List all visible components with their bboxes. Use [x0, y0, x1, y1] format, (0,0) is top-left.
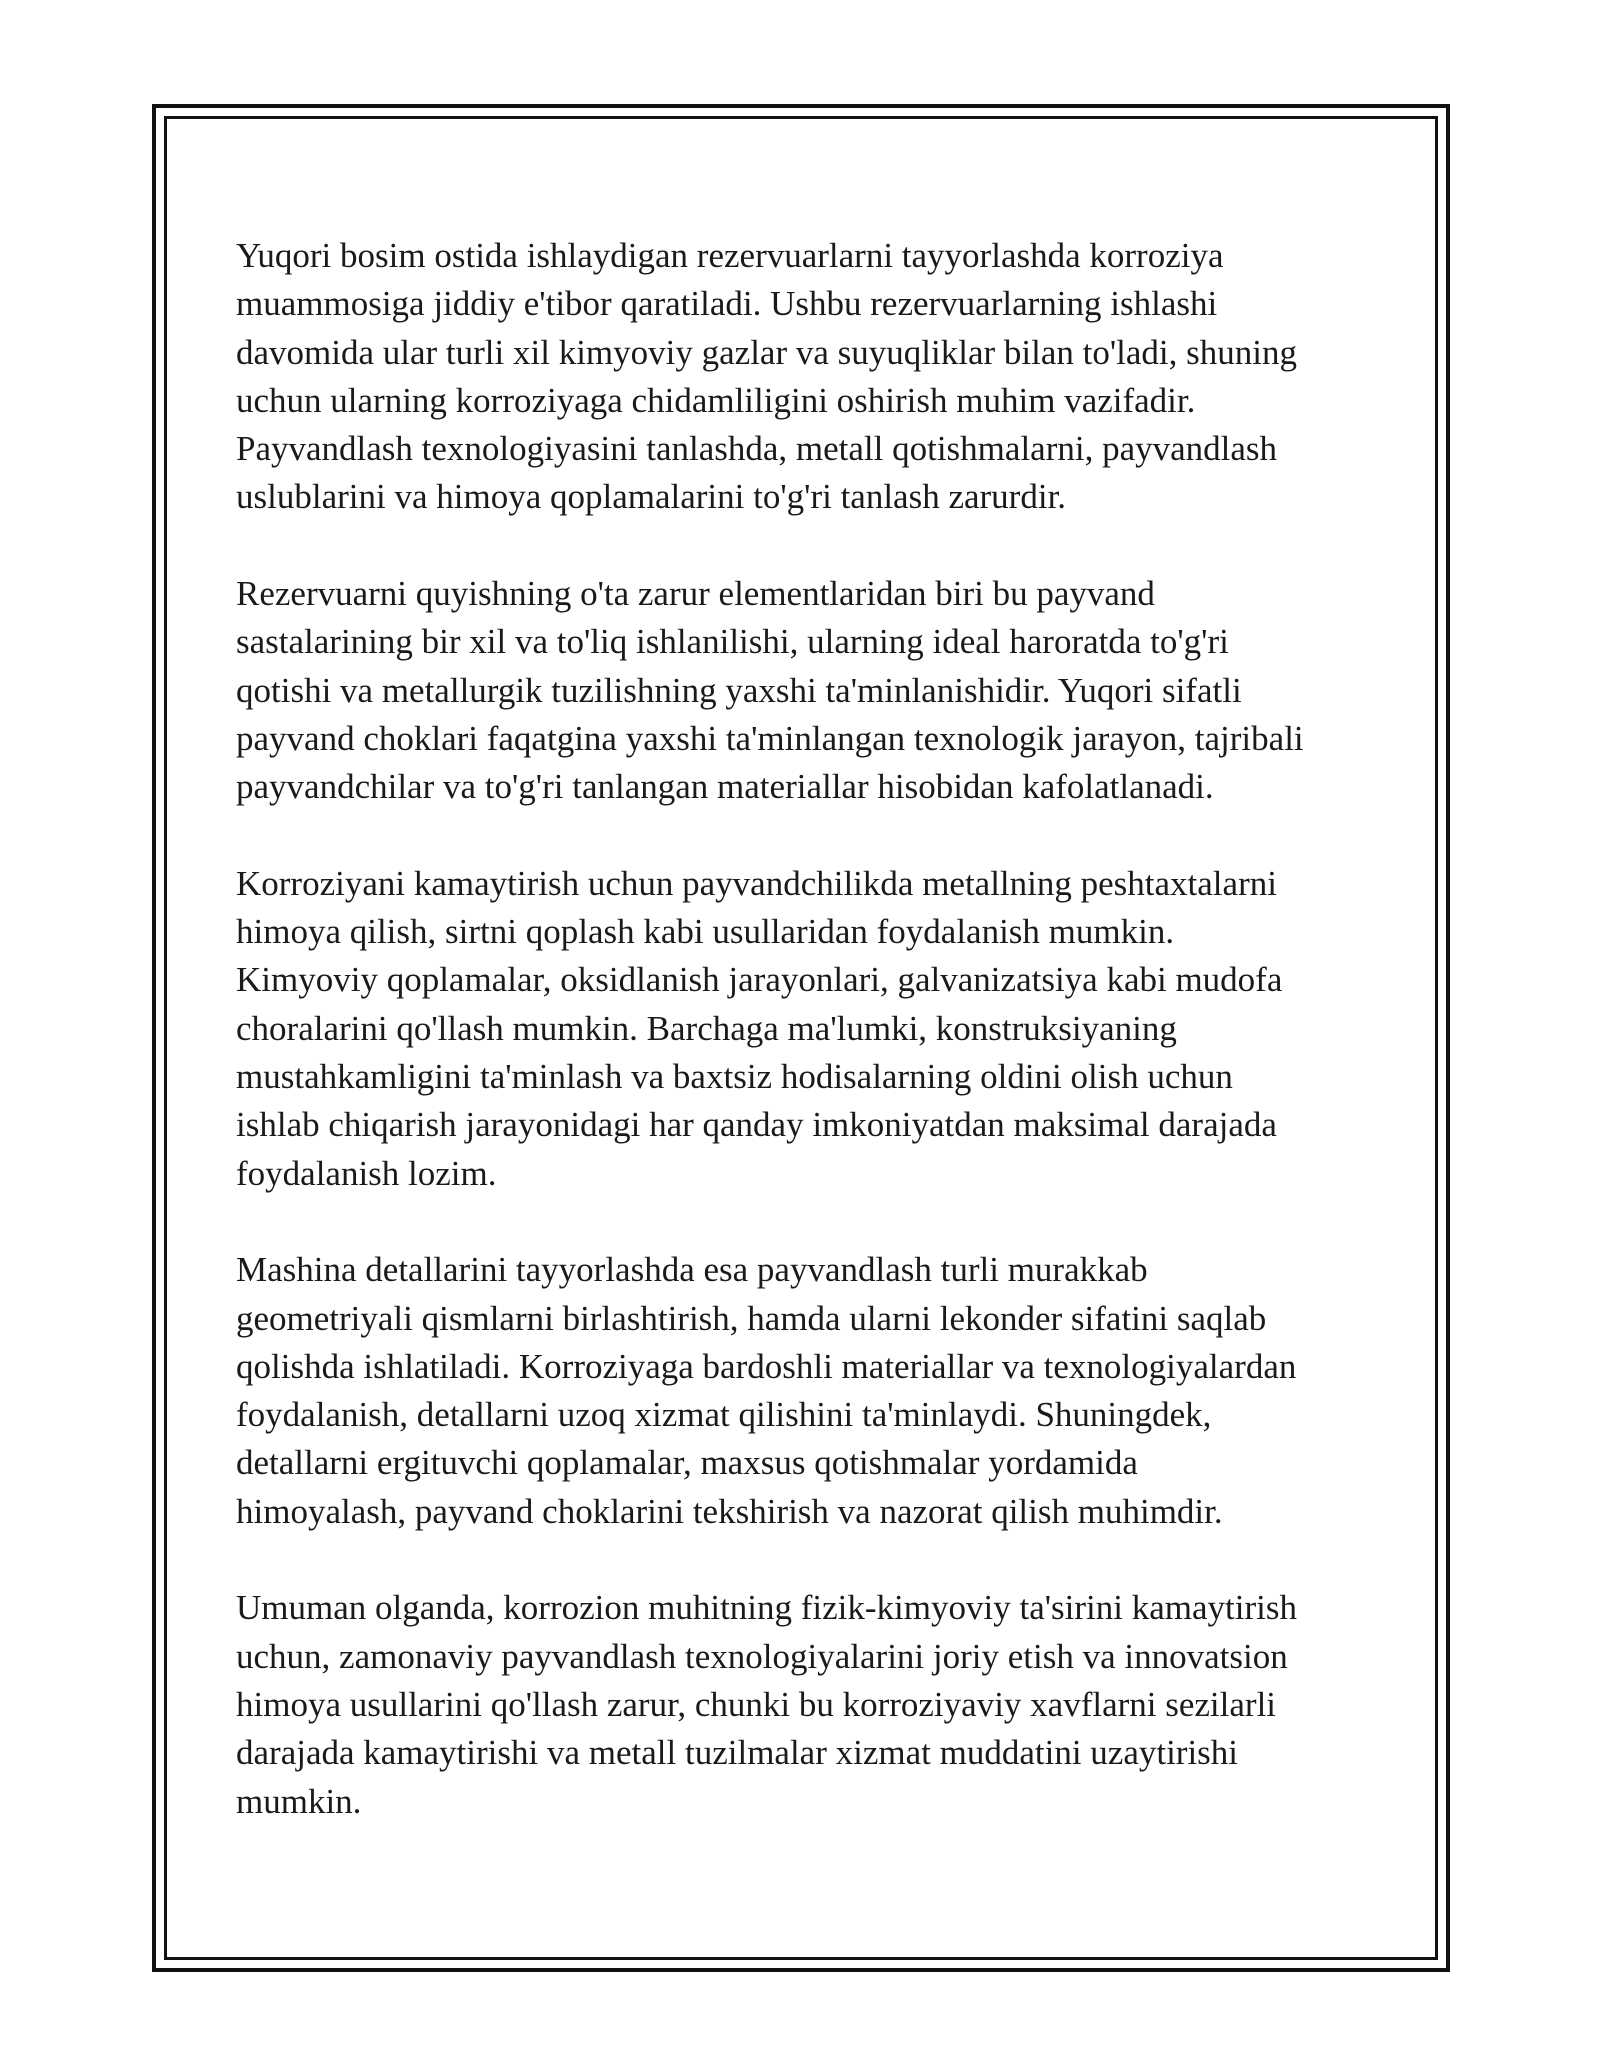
paragraph-2: Rezervuarni quyishning o'ta zarur elementlaridan biri bu payvand sastalarining bir xil va to'liq ishlanilishi, ularning ideal haroratda to'g'ri qotishi va metallurgik tuzilishning yaxshi ta'minlanishidir. Yuqori sifatli payvand choklari faqatgina yaxshi ta'minlangan texnologik jarayon, tajribali payvandchilar va to'g'ri tanlangan materiallar hisobidan kafolatlanadi.	[236, 574, 1304, 807]
paragraph-5: Umuman olganda, korrozion muhitning fizik-kimyoviy ta'sirini kamaytirish uchun, zamonaviy payvandlash texnologiyalarini joriy etish va innovatsion himoya usullarini qo'llash zarur, chunki bu korroziyaviy xavflarni sezilarli darajada kamaytirishi va metall tuzilmalar xizmat muddatini uzaytirishi mumkin.	[236, 1588, 1297, 1821]
paragraph-3: Korroziyani kamaytirish uchun payvandchilikda metallning peshtaxtalarni himoya qilish, sirtni qoplash kabi usullaridan foydalanish mumkin. Kimyoviy qoplamalar, oksidlanish jarayonlari, galvanizatsiya kabi mudofa choralarini qo'llash mumkin. Barchaga ma'lumki, konstruksiyaning mustahkamligini ta'minlash va baxtsiz hodisalarning oldini olish uchun ishlab chiqarish jarayonidagi har qanday imkoniyatdan maksimal darajada foydalanish lozim.	[236, 863, 1283, 1193]
paragraph-4: Mashina detallarini tayyorlashda esa payvandlash turli murakkab geometriyali qismlarni birlashtirish, hamda ularni lekonder sifatini saqlab qolishda ishlatiladi. Korroziyaga bardoshli materiallar va texnologiyalardan foydalanish, detallarni uzoq xizmat qilishini ta'minlaydi. Shuningdek, detallarni ergituvchi qoplamalar, maxsus qotishmalar yordamida himoyalash, payvand choklarini tekshirish va nazorat qilish muhimdir.	[236, 1250, 1297, 1531]
paragraph-1: Yuqori bosim ostida ishlaydigan rezervuarlarni tayyorlashda korroziya muammosiga jiddiy e'tibor qaratiladi. Ushbu rezervuarlarning ishlashi davomida ular turli xil kimyoviy gazlar va suyuqliklar bilan to'ladi, shuning uchun ularning korroziyaga chidamliligini oshirish muhim vazifadir. Payvandlash texnologiyasini tanlashda, metall qotishmalarni, payvandlash uslublarini va himoya qoplamalarini to'g'ri tanlash zarurdir.	[236, 236, 1297, 517]
document-body	[236, 232, 1376, 1826]
